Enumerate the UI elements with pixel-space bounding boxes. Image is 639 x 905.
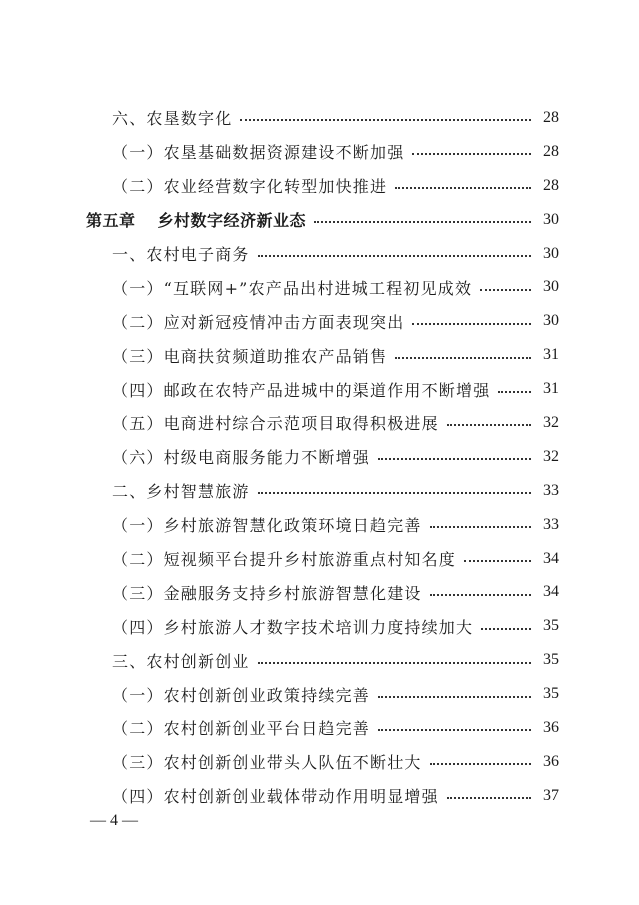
toc-page-number: 33 <box>543 515 559 533</box>
toc-entry-title <box>112 716 370 739</box>
toc-entry-row[interactable] <box>0 711 639 745</box>
dot-leader <box>378 728 531 731</box>
entry-title-text: （三）电商扶贫频道助推农产品销售 <box>112 346 388 366</box>
toc-page-number: 35 <box>543 617 559 635</box>
dot-leader <box>498 390 531 393</box>
toc-entry-row[interactable] <box>0 542 639 576</box>
toc-page-number: 30 <box>543 312 559 330</box>
toc-page-number: 28 <box>543 176 559 194</box>
toc-entry-row[interactable] <box>0 508 639 542</box>
toc-page-number: 36 <box>543 718 559 736</box>
toc-entry-row[interactable] <box>0 169 639 203</box>
toc-page-number: 37 <box>543 786 559 804</box>
toc-entry-row[interactable] <box>0 135 639 169</box>
entry-title-text: 六、农垦数字化 <box>112 109 233 129</box>
toc-entry-row[interactable] <box>0 101 639 135</box>
entry-title-text: （一）农垦基础数据资源建设不断加强 <box>112 143 405 163</box>
dot-leader <box>412 152 531 155</box>
toc-entry-title <box>112 649 250 672</box>
toc-entry-title <box>112 615 473 638</box>
entry-title-text: （三）金融服务支持乡村旅游智慧化建设 <box>112 583 422 603</box>
table-of-contents <box>0 101 639 813</box>
toc-page-number: 34 <box>543 549 559 567</box>
dot-leader <box>258 254 531 257</box>
toc-page-number: 31 <box>543 380 559 398</box>
dot-leader <box>480 288 531 291</box>
toc-page-number: 28 <box>543 142 559 160</box>
toc-entry-title <box>112 581 422 604</box>
toc-entry-title <box>112 411 439 434</box>
dot-leader <box>378 457 531 460</box>
entry-title-text: 三、农村创新创业 <box>112 651 250 671</box>
toc-entry-title <box>112 106 232 129</box>
toc-entry-title <box>112 784 439 807</box>
toc-entry-title <box>112 174 387 197</box>
dot-leader <box>314 220 531 223</box>
toc-entry-title <box>112 276 472 299</box>
dot-leader <box>481 627 531 630</box>
dot-leader <box>395 356 531 359</box>
toc-page-number: 30 <box>543 210 559 228</box>
toc-entry-row[interactable] <box>0 440 639 474</box>
entry-title-text: （二）短视频平台提升乡村旅游重点村知名度 <box>112 550 457 570</box>
dot-leader <box>430 593 531 596</box>
toc-entry-title <box>112 310 404 333</box>
toc-entry-title <box>112 140 404 163</box>
toc-entry-row[interactable] <box>0 779 639 813</box>
toc-entry-title <box>86 208 306 231</box>
toc-page-number: 35 <box>543 651 559 669</box>
entry-title-text: （一）农村创新创业政策持续完善 <box>112 685 371 705</box>
entry-title-text: （二）应对新冠疫情冲击方面表现突出 <box>112 312 405 332</box>
toc-page-number: 30 <box>543 244 559 262</box>
toc-page-number: 35 <box>543 685 559 703</box>
toc-entry-row[interactable] <box>0 609 639 643</box>
entry-title-text: （四）邮政在农特产品进城中的渠道作用不断增强 <box>112 380 491 400</box>
toc-page-number: 32 <box>543 413 559 431</box>
dot-leader <box>447 423 531 426</box>
toc-entry-row[interactable] <box>0 474 639 508</box>
dot-leader <box>430 762 531 765</box>
toc-page-number: 36 <box>543 752 559 770</box>
toc-entry-title <box>112 344 387 367</box>
dot-leader <box>258 661 531 664</box>
entry-title-text: （一）“互联网+”农产品出村进城工程初见成效 <box>112 278 473 298</box>
dot-leader <box>258 491 531 494</box>
dot-leader <box>464 559 531 562</box>
toc-page-number: 28 <box>543 108 559 126</box>
toc-entry-row[interactable] <box>0 270 639 304</box>
page-number-footer: — 4 — <box>90 812 138 829</box>
dot-leader <box>395 186 531 189</box>
toc-page-number: 32 <box>543 447 559 465</box>
toc-entry-row[interactable] <box>0 745 639 779</box>
toc-entry-row[interactable] <box>0 677 639 711</box>
dot-leader <box>240 118 531 121</box>
chapter-label: 第五章 <box>86 211 136 231</box>
toc-page-number: 33 <box>543 481 559 499</box>
entry-title-text: 一、农村电子商务 <box>112 245 250 264</box>
toc-entry-title <box>112 683 370 706</box>
dot-leader <box>447 796 531 799</box>
toc-entry-title <box>112 445 370 468</box>
dot-leader <box>430 525 531 528</box>
toc-entry-row[interactable] <box>0 304 639 338</box>
toc-entry-title <box>112 547 456 570</box>
dot-leader <box>412 322 531 325</box>
toc-entry-title <box>112 242 250 265</box>
toc-page-number: 30 <box>543 278 559 296</box>
toc-entry-row[interactable] <box>0 372 639 406</box>
toc-entry-row[interactable] <box>0 406 639 440</box>
toc-entry-title <box>112 479 250 502</box>
entry-title-text: 二、乡村智慧旅游 <box>112 482 250 502</box>
dot-leader <box>378 695 531 698</box>
toc-entry-title <box>112 750 422 773</box>
entry-title-text: （三）农村创新创业带头人队伍不断壮大 <box>112 753 422 773</box>
toc-page-number: 34 <box>543 583 559 601</box>
entry-title-text: （一）乡村旅游智慧化政策环境日趋完善 <box>112 516 422 536</box>
toc-entry-row[interactable] <box>0 338 639 372</box>
entry-title-text: （四）乡村旅游人才数字技术培训力度持续加大 <box>112 617 474 637</box>
toc-entry-row[interactable] <box>0 643 639 677</box>
toc-entry-row[interactable] <box>0 237 639 271</box>
toc-entry-row[interactable] <box>0 575 639 609</box>
entry-title-text: （五）电商进村综合示范项目取得积极进展 <box>112 414 439 434</box>
entry-title-text: （六）村级电商服务能力不断增强 <box>112 448 371 468</box>
toc-chapter-row[interactable] <box>0 203 639 237</box>
toc-entry-title <box>112 378 490 401</box>
toc-entry-title <box>112 513 422 536</box>
entry-title-text: （二）农业经营数字化转型加快推进 <box>112 177 388 197</box>
entry-title-text: （四）农村创新创业载体带动作用明显增强 <box>112 787 439 807</box>
entry-title-text: （二）农村创新创业平台日趋完善 <box>112 719 371 739</box>
entry-title-text: 乡村数字经济新业态 <box>157 211 307 231</box>
toc-page-number: 31 <box>543 346 559 364</box>
